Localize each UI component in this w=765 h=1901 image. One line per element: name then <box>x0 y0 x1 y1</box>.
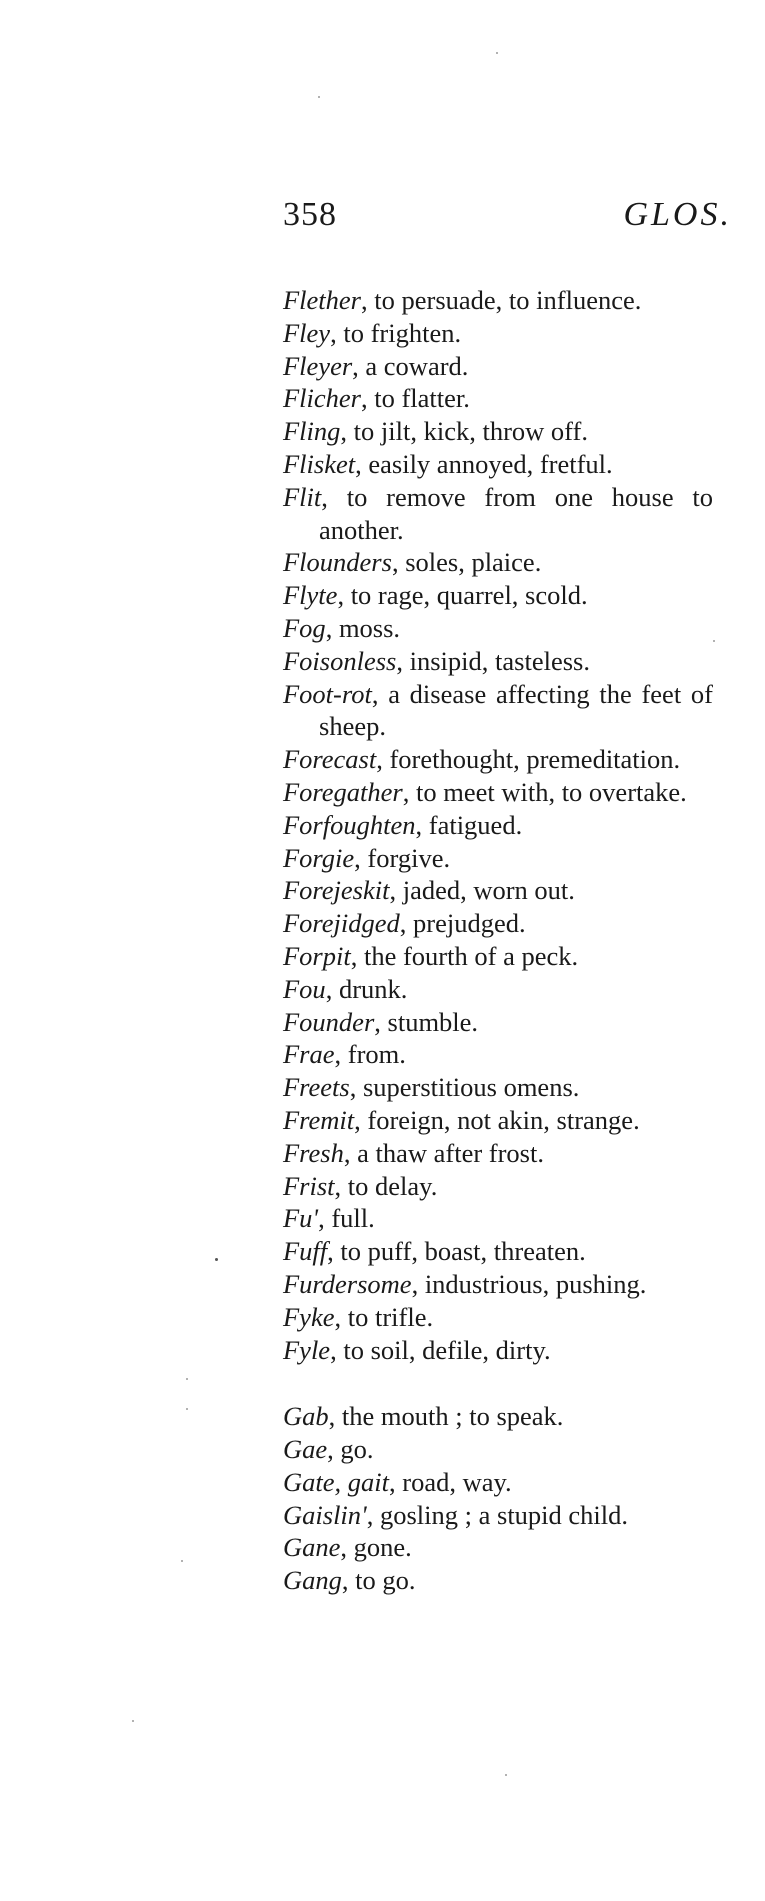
glossary-entry <box>283 1564 713 1597</box>
headword: Fu' <box>283 1203 319 1234</box>
headword: Flounders <box>283 547 392 578</box>
headword: Gaislin' <box>283 1499 367 1530</box>
definition: , a coward. <box>352 350 469 381</box>
headword: Gang <box>283 1565 342 1596</box>
definition: , to persuade, to influence. <box>361 285 642 315</box>
headword: Furdersome <box>283 1268 412 1299</box>
definition: , gosling ; a stupid child. <box>366 1499 629 1530</box>
definition: , moss. <box>325 612 401 643</box>
headword: Fling <box>283 416 341 447</box>
headword: Fyle <box>283 1334 331 1365</box>
paper-speck <box>496 52 498 54</box>
glossary-entry <box>283 809 713 842</box>
glossary-entries <box>283 284 713 1597</box>
definition: , forethought, premeditation. <box>376 744 681 775</box>
glossary-entry <box>283 743 713 776</box>
glossary-entry <box>283 448 713 481</box>
glossary-entry <box>283 1170 713 1203</box>
headword: Fremit <box>283 1104 355 1135</box>
definition: , stumble. <box>374 1006 479 1037</box>
definition: , to flatter. <box>361 383 470 414</box>
paper-speck <box>181 1560 183 1562</box>
headword: Flicher <box>283 383 361 414</box>
headword: Gae <box>283 1434 328 1465</box>
glossary-entry <box>283 1104 713 1137</box>
definition: , a thaw after frost. <box>343 1137 544 1168</box>
definition: , to delay. <box>334 1170 438 1201</box>
glossary-entry <box>283 645 713 678</box>
page-header <box>283 196 732 240</box>
glossary-entry <box>283 1433 713 1466</box>
glossary-entry <box>283 842 713 875</box>
glossary-entry <box>283 776 713 809</box>
headword: Fley <box>283 317 331 348</box>
definition: , to puff, boast, threaten. <box>327 1236 586 1267</box>
glossary-entry <box>283 317 713 350</box>
glossary-entry <box>283 1235 713 1268</box>
glossary-entry <box>283 1531 713 1564</box>
definition: , soles, plaice. <box>391 547 542 578</box>
glossary-entry <box>283 481 713 547</box>
headword: Frist <box>283 1170 335 1201</box>
definition: , the mouth ; to speak. <box>328 1401 564 1432</box>
glossary-entry <box>283 874 713 907</box>
headword: Fresh <box>283 1137 344 1168</box>
paper-speck <box>186 1378 188 1380</box>
definition: , superstitious omens. <box>349 1072 580 1103</box>
definition: , to trifle. <box>334 1301 434 1332</box>
glossary-entry <box>283 1334 713 1367</box>
definition: , forgive. <box>354 842 451 873</box>
definition: , a disease affecting the feet of sheep. <box>319 678 713 742</box>
definition: , to jilt, kick, throw off. <box>340 416 588 447</box>
definition: , industrious, pushing. <box>411 1268 647 1299</box>
definition: , go. <box>327 1434 374 1465</box>
paper-speck <box>318 96 320 98</box>
glossary-entry <box>283 1268 713 1301</box>
headword: Forpit <box>283 940 351 971</box>
headword: Forgie <box>283 842 355 873</box>
glossary-entry <box>283 546 713 579</box>
headword: Founder <box>283 1006 375 1037</box>
headword: Flisket <box>283 448 356 479</box>
glossary-entry <box>283 940 713 973</box>
headword: Fleyer <box>283 350 353 381</box>
paper-speck <box>505 1774 507 1776</box>
paper-speck <box>215 1258 218 1261</box>
headword: Forfoughten <box>283 809 416 840</box>
glossary-entry <box>283 350 713 383</box>
running-head: GLOS. <box>623 196 732 233</box>
glossary-entry <box>283 1137 713 1170</box>
definition: , to soil, defile, dirty. <box>330 1334 551 1365</box>
headword: Fog <box>283 612 326 643</box>
definition: , the fourth of a peck. <box>350 940 579 971</box>
headword: Freets <box>283 1072 350 1103</box>
headword: Gate, gait <box>283 1466 389 1497</box>
glossary-entry <box>283 678 713 744</box>
page-number: 358 <box>283 196 337 233</box>
glossary-entry <box>283 1499 713 1532</box>
headword: Foregather <box>283 776 403 807</box>
definition: , insipid, tasteless. <box>396 645 590 676</box>
definition: , to go. <box>341 1565 416 1596</box>
paper-speck <box>186 1408 188 1410</box>
definition: , foreign, not akin, strange. <box>354 1104 640 1135</box>
glossary-entry <box>283 973 713 1006</box>
paper-speck <box>132 1720 134 1722</box>
definition: , to rage, quarrel, scold. <box>337 580 588 611</box>
definition: , to meet with, to overtake. <box>402 776 687 807</box>
definition: , road, way. <box>389 1466 512 1497</box>
definition: , jaded, worn out. <box>389 875 575 906</box>
headword: Fou <box>283 973 326 1004</box>
glossary-entry <box>283 1038 713 1071</box>
definition: , to frighten. <box>330 317 462 348</box>
headword: Fuff <box>283 1236 328 1267</box>
glossary-entry <box>283 1466 713 1499</box>
definition: , gone. <box>340 1532 412 1563</box>
headword: Flit <box>283 481 322 512</box>
glossary-entry <box>283 1400 713 1433</box>
paper-speck <box>713 640 715 642</box>
section-divider <box>283 1366 713 1400</box>
glossary-entry <box>283 284 713 317</box>
headword: Fyke <box>283 1301 335 1332</box>
headword: Foot-rot <box>283 678 372 709</box>
definition: , prejudged. <box>399 908 526 939</box>
definition: , fatigued. <box>415 809 523 840</box>
glossary-entry <box>283 612 713 645</box>
glossary-entry <box>283 907 713 940</box>
glossary-entry <box>283 1202 713 1235</box>
headword: Forejeskit <box>283 875 390 906</box>
headword: Forejidged <box>283 908 400 939</box>
glossary-entry <box>283 579 713 612</box>
headword: Forecast <box>283 744 377 775</box>
definition: , full. <box>318 1203 375 1234</box>
headword: Gane <box>283 1532 341 1563</box>
glossary-entry <box>283 415 713 448</box>
glossary-entry <box>283 1006 713 1039</box>
definition: , drunk. <box>325 973 408 1004</box>
definition: , easily annoyed, fretful. <box>355 448 613 479</box>
headword: Frae <box>283 1039 335 1070</box>
definition: , to remove from one house to another. <box>319 481 713 545</box>
glossary-entry <box>283 1071 713 1104</box>
headword: Flyte <box>283 580 338 611</box>
headword: Foisonless <box>283 645 397 676</box>
glossary-entry <box>283 1301 713 1334</box>
definition: , from. <box>334 1039 406 1070</box>
headword: Gab <box>283 1401 329 1432</box>
headword: Flether <box>283 285 361 315</box>
glossary-entry <box>283 382 713 415</box>
